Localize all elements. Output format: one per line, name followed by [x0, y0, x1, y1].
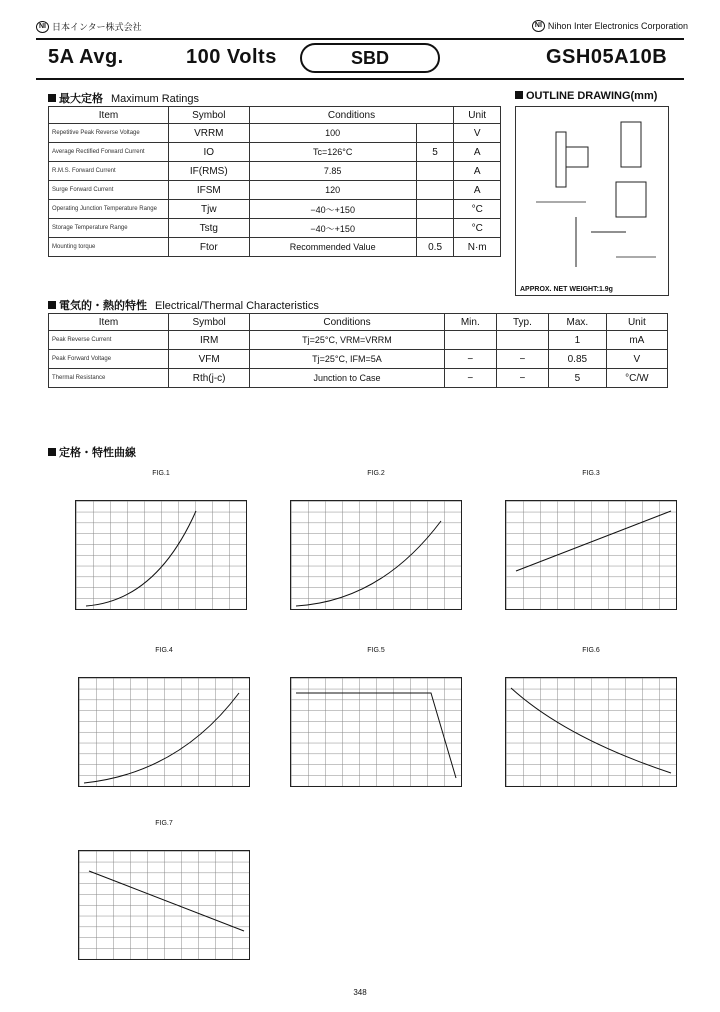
elec-unit: V: [606, 350, 667, 369]
device-type-badge: SBD: [300, 43, 440, 73]
elec-item: Thermal Resistance: [49, 369, 169, 388]
maker-name-en: Nihon Inter Electronics Corporation: [547, 21, 688, 31]
header-rule-top: [36, 38, 684, 40]
elec-max: 0.85: [549, 350, 607, 369]
maker-logo-en: [532, 20, 688, 32]
ratings-unit: A: [454, 143, 501, 162]
elec-row: [49, 369, 668, 388]
fig-label: FIG.2: [367, 470, 385, 477]
fig-curve: [76, 501, 246, 609]
fig-label: FIG.3: [582, 470, 600, 477]
elec-table: Item Symbol Conditions Min. Typ. Max. Unit Peak Reverse Current IRM Tj=25°C, VRM=VRRM 1 mA Peak Forward Voltage VFM Tj=25°C, IFM=5A − − 0.85 V Thermal Resistance Rth(j-c) Junction to Case − − 5 °C/W: [48, 313, 668, 388]
ni-logo-icon: NI: [36, 21, 49, 33]
ratings-item: Mounting torque: [49, 238, 169, 257]
elec-row: [49, 331, 668, 350]
ratings-symbol: Tjw: [169, 200, 250, 219]
ratings-condition: −40～+150: [249, 219, 416, 238]
fig-label: FIG.4: [155, 647, 173, 654]
ratings-unit: N·m: [454, 238, 501, 257]
ratings-value: [416, 181, 454, 200]
fig-curve-line: [84, 693, 239, 783]
ratings-symbol: VRRM: [169, 124, 250, 143]
ratings-symbol: IO: [169, 143, 250, 162]
elec-min: [444, 331, 496, 350]
elec-max: 1: [549, 331, 607, 350]
fig-label: FIG.5: [367, 647, 385, 654]
ni-logo-icon-right: NI: [532, 20, 545, 32]
fig-graph: [78, 850, 250, 960]
ratings-symbol: IFSM: [169, 181, 250, 200]
ratings-condition: −40～+150: [249, 200, 416, 219]
elec-symbol: IRM: [169, 331, 250, 350]
ratings-value: 0.5: [416, 238, 454, 257]
ratings-condition: 7.85: [249, 162, 416, 181]
header-rule-bottom: [36, 78, 684, 80]
ratings-unit: A: [454, 162, 501, 181]
ratings-item: Operating Junction Temperature Range: [49, 200, 169, 219]
ratings-unit: °C: [454, 219, 501, 238]
ratings-row: [49, 143, 501, 162]
elec-item: Peak Reverse Current: [49, 331, 169, 350]
ratings-symbol: Tstg: [169, 219, 250, 238]
fig-curve: [79, 851, 249, 959]
fig-curve-line: [296, 521, 441, 606]
outline-heading: OUTLINE DRAWING(mm): [515, 90, 657, 102]
elec-min: −: [444, 369, 496, 388]
ratings-item: Average Rectified Forward Current: [49, 143, 169, 162]
ratings-value: [416, 162, 454, 181]
ratings-row: [49, 200, 501, 219]
fig-graph: [290, 677, 462, 787]
ratings-value: [416, 219, 454, 238]
ratings-row: [49, 162, 501, 181]
spec-voltage: 100 Volts: [186, 46, 277, 68]
elec-max: 5: [549, 369, 607, 388]
elec-symbol: Rth(j-c): [169, 369, 250, 388]
page-number: 348: [353, 988, 367, 997]
fig-graph: [505, 500, 677, 610]
spec-current: 5A Avg.: [48, 46, 124, 68]
ratings-row: [49, 181, 501, 200]
ratings-condition: 100: [249, 124, 416, 143]
maker-name-jp: 日本インター株式会社: [52, 22, 142, 32]
fig-graph: [78, 677, 250, 787]
elec-heading: 電気的・熱的特性 Electrical/Thermal Characteristics: [48, 297, 319, 313]
ratings-value: [416, 200, 454, 219]
elec-condition: Junction to Case: [250, 369, 444, 388]
elec-typ: [496, 331, 548, 350]
fig-curve: [79, 678, 249, 786]
ratings-condition: 120: [249, 181, 416, 200]
elec-item: Peak Forward Voltage: [49, 350, 169, 369]
fig-label: FIG.7: [155, 820, 173, 827]
fig-curve: [291, 501, 461, 609]
fig-curve-line: [86, 511, 196, 606]
fig-graph: [75, 500, 247, 610]
ratings-item: Surge Forward Current: [49, 181, 169, 200]
ratings-item: Storage Temperature Range: [49, 219, 169, 238]
outline-drawing: [515, 106, 669, 296]
elec-typ: −: [496, 369, 548, 388]
ratings-symbol: Ftor: [169, 238, 250, 257]
fig-graph: [290, 500, 462, 610]
ratings-symbol: IF(RMS): [169, 162, 250, 181]
elec-typ: −: [496, 350, 548, 369]
fig-curve: [291, 678, 461, 786]
outline-weight: APPROX. NET WEIGHT:1.9g: [520, 286, 613, 293]
ratings-value: [416, 124, 454, 143]
ratings-unit: °C: [454, 200, 501, 219]
fig-curve: [506, 501, 676, 609]
ratings-row: [49, 124, 501, 143]
elec-unit: mA: [606, 331, 667, 350]
fig-label: FIG.6: [582, 647, 600, 654]
elec-unit: °C/W: [606, 369, 667, 388]
ratings-condition: Tc=126°C: [249, 143, 416, 162]
ratings-condition: Recommended Value: [249, 238, 416, 257]
part-number: GSH05A10B: [546, 46, 668, 68]
fig-label: FIG.1: [152, 470, 170, 477]
ratings-value: 5: [416, 143, 454, 162]
fig-curve-line: [511, 688, 671, 773]
fig-curve-line: [516, 511, 671, 571]
ratings-item: R.M.S. Forward Current: [49, 162, 169, 181]
elec-condition: Tj=25°C, VRM=VRRM: [250, 331, 444, 350]
elec-row: [49, 350, 668, 369]
fig-curve: [506, 678, 676, 786]
fig-curve-line: [89, 871, 244, 931]
max-ratings-heading: 最大定格 Maximum Ratings: [48, 90, 199, 106]
ratings-unit: V: [454, 124, 501, 143]
elec-symbol: VFM: [169, 350, 250, 369]
ratings-row: [49, 238, 501, 257]
maker-logo-jp: [36, 20, 142, 33]
fig-curve-line: [296, 693, 456, 778]
fig-graph: [505, 677, 677, 787]
elec-condition: Tj=25°C, IFM=5A: [250, 350, 444, 369]
ratings-item: Repetitive Peak Reverse Voltage: [49, 124, 169, 143]
curves-heading: 定格・特性曲線: [48, 444, 136, 460]
ratings-row: [49, 219, 501, 238]
outline-diagram: [516, 107, 668, 282]
max-ratings-table: Item Symbol Conditions Unit Repetitive Peak Reverse Voltage VRRM 100 V Average Rectified Forward Current IO Tc=126°C 5 A R.M.S. Forward Current IF(RMS) 7.85 A Surge Forward Current IFSM 120 A Operating Junction Temperature Range Tjw −40～+150 °C Storage Temperature Range Tstg −40～+150 °C Mounting torque Ftor Recommended Value 0.5 N·m: [48, 106, 501, 257]
elec-min: −: [444, 350, 496, 369]
ratings-unit: A: [454, 181, 501, 200]
